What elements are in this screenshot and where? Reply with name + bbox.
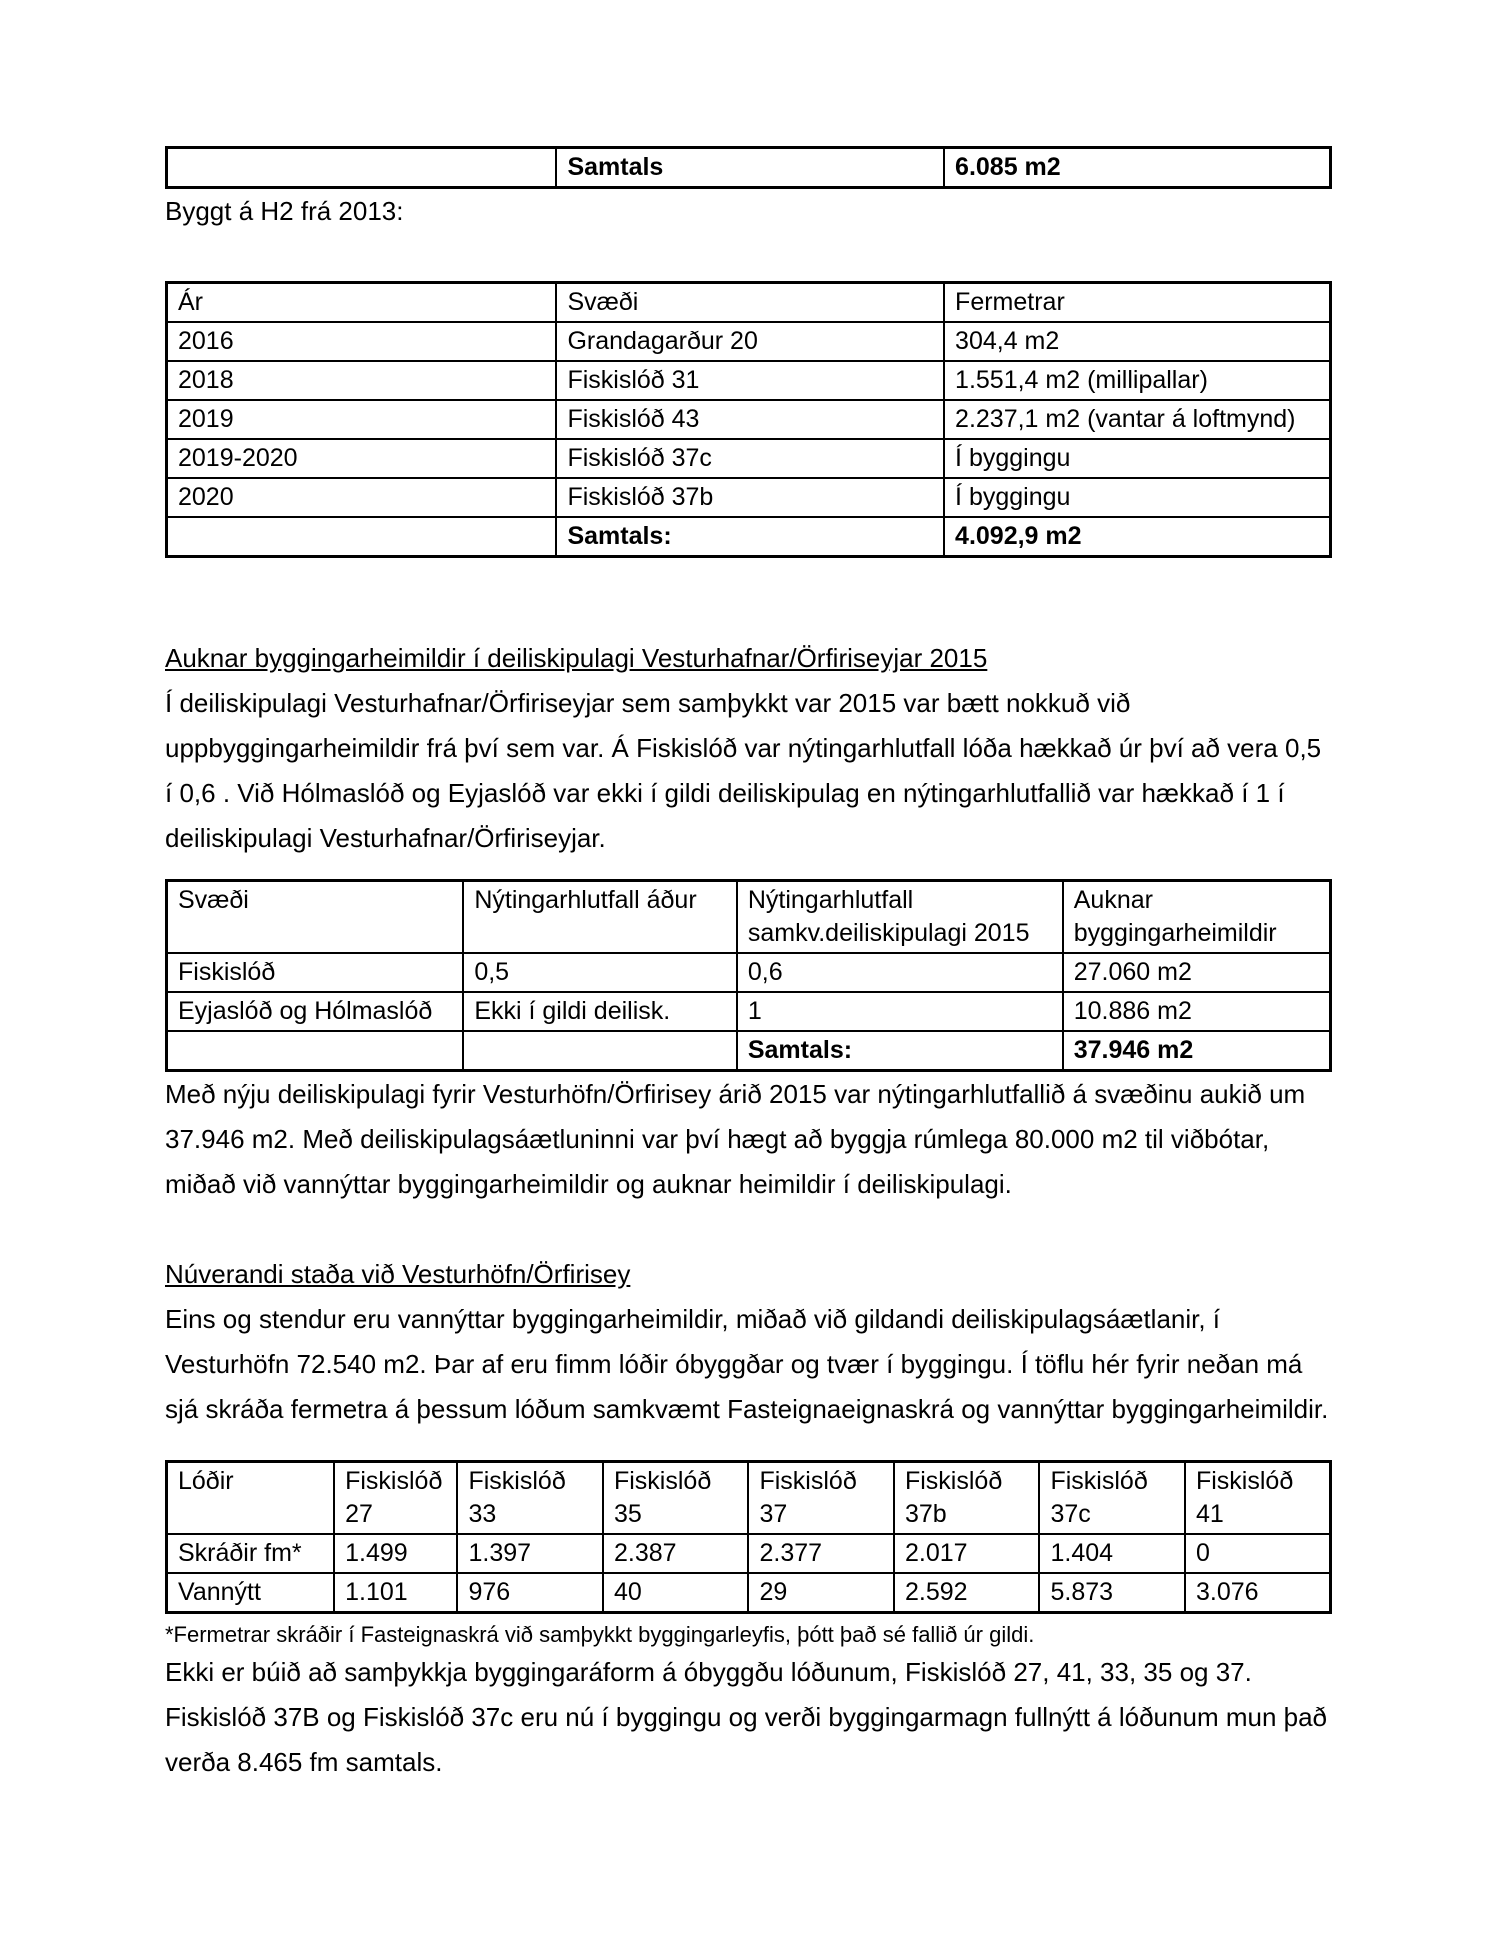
- paragraph-med-nyju: Með nýju deiliskipulagi fyrir Vesturhöfn/Örfirisey árið 2015 var nýtingarhlutfallið á svæðinu aukið um 37.946 m2. Með deiliskipulagsáætluninni var því hægt að byggja rúmlega 80.000 m2 til viðbótar, miðað við vannýttar byggingarheimildir og auknar heimildir í deiliskipulagi.: [165, 1079, 1306, 1199]
- table-row: [167, 400, 1331, 439]
- column-header: Nýtingarhlutfall samkv.deiliskipulagi 2015: [737, 881, 1063, 954]
- nytingarhlutfall-table: [165, 879, 1332, 1072]
- table-total-row: [167, 517, 1331, 557]
- table-cell: 1.404: [1039, 1534, 1185, 1573]
- table-row: [167, 148, 1331, 188]
- table-cell: Ekki í gildi deilisk.: [463, 992, 737, 1031]
- table-cell: 2019: [167, 400, 557, 439]
- table-cell: 1.101: [334, 1573, 457, 1613]
- column-header: Fiskislóð 33: [457, 1462, 603, 1535]
- table-cell: Skráðir fm*: [167, 1534, 335, 1573]
- table-cell: Í byggingu: [944, 439, 1330, 478]
- table-cell: Fiskislóð 31: [556, 361, 944, 400]
- column-header: Fiskislóð 37c: [1039, 1462, 1185, 1535]
- table-total-row: [167, 1031, 1331, 1071]
- table-cell: 10.886 m2: [1063, 992, 1331, 1031]
- samtals-value-cell: 6.085 m2: [944, 148, 1330, 188]
- table-cell: 5.873: [1039, 1573, 1185, 1613]
- table-cell: 3.076: [1185, 1573, 1331, 1613]
- table-cell: 2020: [167, 478, 557, 517]
- table-cell: 2018: [167, 361, 557, 400]
- paragraph-eins-og-stendur: Eins og stendur eru vannýttar byggingarheimildir, miðað við gildandi deiliskipulagsáætlanir, í Vesturhöfn 72.540 m2. Þar af eru fimm lóðir óbyggðar og tvær í byggingu. Í töflu hér fyrir neðan má sjá skráða fermetra á þessum lóðum samkvæmt Fasteignaeignaskrá og vannýttar byggingarheimildir.: [165, 1304, 1329, 1424]
- column-header: Svæði: [556, 283, 944, 323]
- table-cell: Grandagarður 20: [556, 322, 944, 361]
- table-cell: 2.237,1 m2 (vantar á loftmynd): [944, 400, 1330, 439]
- table-cell: 29: [748, 1573, 894, 1613]
- table-row: [167, 439, 1331, 478]
- table-cell: 976: [457, 1573, 603, 1613]
- table-cell: 2.377: [748, 1534, 894, 1573]
- samtals-label-cell: Samtals:: [556, 517, 944, 557]
- column-header: Fiskislóð 41: [1185, 1462, 1331, 1535]
- table-cell: 40: [603, 1573, 749, 1613]
- table-cell: 2.017: [894, 1534, 1040, 1573]
- samtals-label-cell: Samtals:: [737, 1031, 1063, 1071]
- table-cell: Fiskislóð 43: [556, 400, 944, 439]
- table-row: [167, 1534, 1331, 1573]
- table-row: [167, 953, 1331, 992]
- column-header: Svæði: [167, 881, 464, 954]
- table-cell: 1.499: [334, 1534, 457, 1573]
- table-cell: 0,6: [737, 953, 1063, 992]
- table-header-row: [167, 1462, 1331, 1535]
- column-header: Fermetrar: [944, 283, 1330, 323]
- table-cell: 2019-2020: [167, 439, 557, 478]
- paragraph-deiliskipulag: Í deiliskipulagi Vesturhafnar/Örfiriseyjar sem samþykkt var 2015 var bætt nokkuð við uppbyggingarheimildir frá því sem var. Á Fiskislóð var nýtingarhlutfall lóða hækkað úr því að vera 0,5 í 0,6 . Við Hólmaslóð og Eyjaslóð var ekki í gildi deiliskipulag en nýtingarhlutfallið var hækkað í 1 í deiliskipulagi Vesturhafnar/Örfiriseyjar.: [165, 688, 1322, 853]
- table-cell: [167, 148, 557, 188]
- table-header-row: [167, 283, 1331, 323]
- table-cell: Vannýtt: [167, 1573, 335, 1613]
- paragraph-ekki-er-buid: Ekki er búið að samþykkja byggingaráform á óbyggðu lóðunum, Fiskislóð 27, 41, 33, 35 og 37. Fiskislóð 37B og Fiskislóð 37c eru nú í byggingu og verði byggingarmagn fullnýtt á lóðunum mun það verða 8.465 fm samtals.: [165, 1657, 1328, 1777]
- column-header: Ár: [167, 283, 557, 323]
- samtals-label-cell: Samtals: [556, 148, 944, 188]
- column-header: Nýtingarhlutfall áður: [463, 881, 737, 954]
- column-header: Fiskislóð 37b: [894, 1462, 1040, 1535]
- table-cell: 27.060 m2: [1063, 953, 1331, 992]
- table-cell: 2.592: [894, 1573, 1040, 1613]
- column-header: Fiskislóð 27: [334, 1462, 457, 1535]
- h2-2013-table: [165, 281, 1332, 558]
- samtals-value-cell: 4.092,9 m2: [944, 517, 1330, 557]
- lodir-table: [165, 1460, 1332, 1614]
- table-row: [167, 361, 1331, 400]
- section-heading-nuverandi: Núverandi staða við Vesturhöfn/Örfirisey: [165, 1259, 631, 1289]
- summary-total-table: [165, 146, 1332, 189]
- intro-label: Byggt á H2 frá 2013:: [165, 196, 404, 226]
- table-cell: 1.551,4 m2 (millipallar): [944, 361, 1330, 400]
- table-row: [167, 322, 1331, 361]
- table-cell: 0: [1185, 1534, 1331, 1573]
- table-row: [167, 992, 1331, 1031]
- table-cell: Fiskislóð 37c: [556, 439, 944, 478]
- table-header-row: [167, 881, 1331, 954]
- table-row: [167, 1573, 1331, 1613]
- column-header: Fiskislóð 37: [748, 1462, 894, 1535]
- table-cell: 1: [737, 992, 1063, 1031]
- table-footnote: *Fermetrar skráðir í Fasteignaskrá við samþykkt byggingarleyfis, þótt það sé fallið úr gildi.: [165, 1622, 1035, 1647]
- table-cell: [167, 1031, 464, 1071]
- table-cell: 2.387: [603, 1534, 749, 1573]
- table-cell: Fiskislóð: [167, 953, 464, 992]
- column-header: Lóðir: [167, 1462, 335, 1535]
- table-row: [167, 478, 1331, 517]
- column-header: Auknar byggingarheimildir: [1063, 881, 1331, 954]
- table-cell: [463, 1031, 737, 1071]
- table-cell: Eyjaslóð og Hólmaslóð: [167, 992, 464, 1031]
- table-cell: [167, 517, 557, 557]
- table-cell: 304,4 m2: [944, 322, 1330, 361]
- table-cell: Í byggingu: [944, 478, 1330, 517]
- samtals-value-cell: 37.946 m2: [1063, 1031, 1331, 1071]
- table-cell: 2016: [167, 322, 557, 361]
- table-cell: 1.397: [457, 1534, 603, 1573]
- section-heading-auknar: Auknar byggingarheimildir í deiliskipulagi Vesturhafnar/Örfiriseyjar 2015: [165, 643, 988, 673]
- table-cell: Fiskislóð 37b: [556, 478, 944, 517]
- column-header: Fiskislóð 35: [603, 1462, 749, 1535]
- table-cell: 0,5: [463, 953, 737, 992]
